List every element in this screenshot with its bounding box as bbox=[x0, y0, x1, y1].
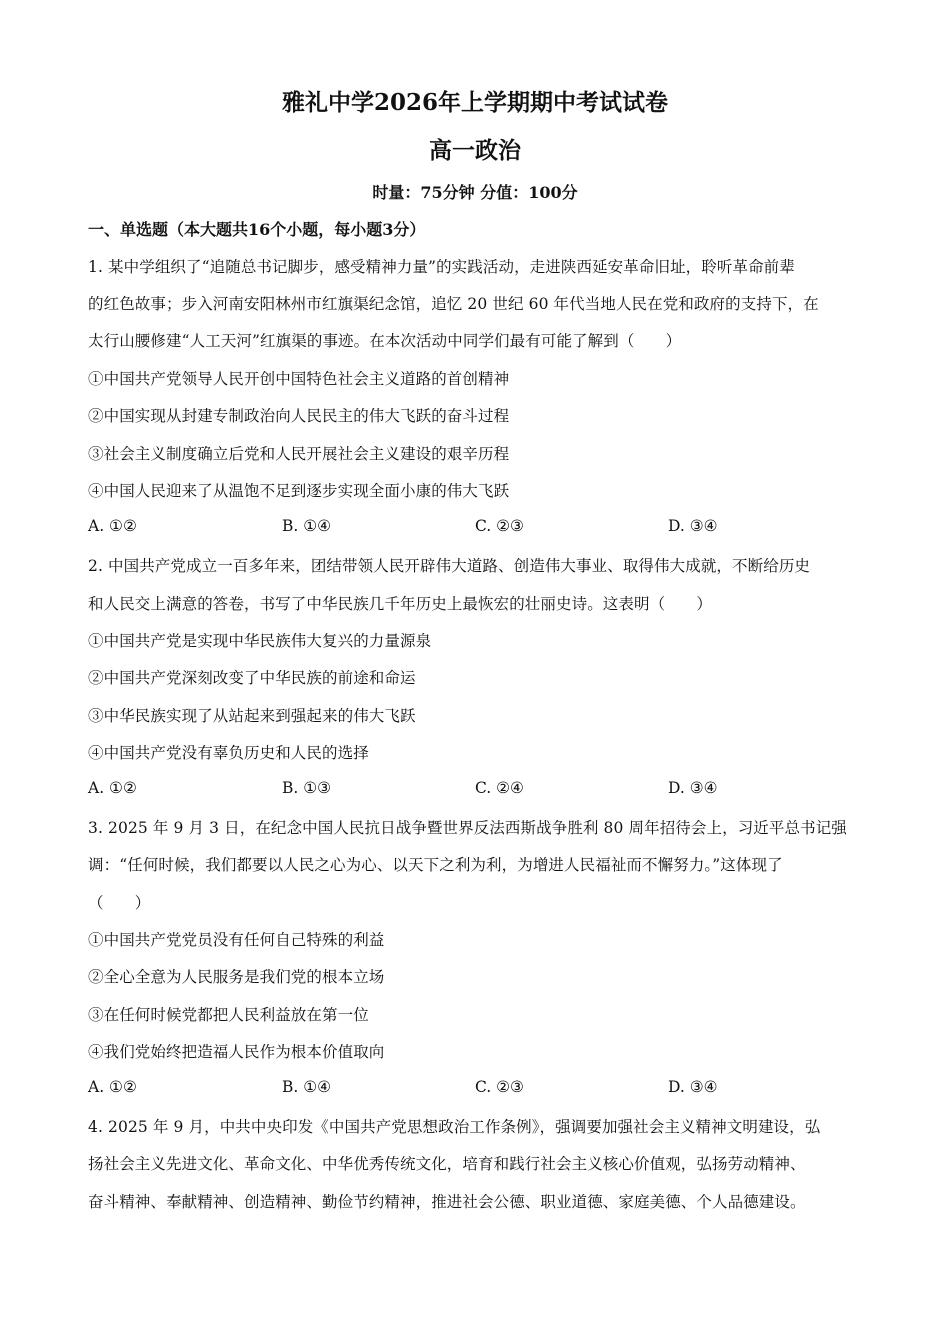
question-4-line-3: 奋斗精神、奉献精神、创造精神、勤俭节约精神，推进社会公德、职业道德、家庭美德、个人品德建设。 bbox=[88, 1193, 806, 1211]
question-4-line-2: 扬社会主义先进文化、革命文化、中华优秀传统文化，培育和践行社会主义核心价值观，弘扬劳动精神、 bbox=[88, 1155, 806, 1173]
question-2-line-2: 和人民交上满意的答卷，书写了中华民族几千年历史上最恢宏的壮丽史诗。这表明（ ） bbox=[88, 595, 713, 613]
question-2-option-c[interactable]: C. ②④ bbox=[475, 779, 524, 797]
question-1-option-a[interactable]: A. ①② bbox=[88, 517, 137, 535]
question-1-item-3: ③社会主义制度确立后党和人民开展社会主义建设的艰辛历程 bbox=[88, 445, 510, 463]
question-1-line-2: 的红色故事；步入河南安阳林州市红旗渠纪念馆，追忆 20 世纪 60 年代当地人民在党和政府的支持下，在 bbox=[88, 295, 819, 313]
subject-title: 高一政治 bbox=[429, 137, 521, 164]
question-2-item-1: ①中国共产党是实现中华民族伟大复兴的力量源泉 bbox=[88, 632, 432, 650]
question-2-line-1: 2. 中国共产党成立一百多年来，团结带领人民开辟伟大道路、创造伟大事业、取得伟大成就，不断给历史 bbox=[88, 557, 811, 575]
question-2-option-b[interactable]: B. ①③ bbox=[282, 779, 332, 797]
exam-title: 雅礼中学2026年上学期期中考试试卷 bbox=[281, 89, 668, 116]
question-1-option-d[interactable]: D. ③④ bbox=[668, 517, 718, 535]
question-1-line-1: 1. 某中学组织了“追随总书记脚步，感受精神力量”的实践活动，走进陕西延安革命旧址，聆听革命前辈 bbox=[88, 258, 795, 276]
question-3-option-d[interactable]: D. ③④ bbox=[668, 1078, 718, 1096]
question-2-item-4: ④中国共产党没有辜负历史和人民的选择 bbox=[88, 744, 369, 762]
question-2-item-2: ②中国共产党深刻改变了中华民族的前途和命运 bbox=[88, 669, 416, 687]
question-3-option-c[interactable]: C. ②③ bbox=[475, 1078, 524, 1096]
question-3-line-1: 3. 2025 年 9 月 3 日，在纪念中国人民抗日战争暨世界反法西斯战争胜利 80 周年招待会上，习近平总书记强 bbox=[88, 819, 847, 837]
question-1-option-b[interactable]: B. ①④ bbox=[282, 517, 332, 535]
question-2-option-d[interactable]: D. ③④ bbox=[668, 779, 718, 797]
question-3-item-1: ①中国共产党党员没有任何自己特殊的利益 bbox=[88, 931, 385, 949]
question-3-line-3: （ ） bbox=[88, 894, 151, 912]
question-3-option-a[interactable]: A. ①② bbox=[88, 1078, 137, 1096]
question-1-option-c[interactable]: C. ②③ bbox=[475, 517, 524, 535]
question-1-item-1: ①中国共产党领导人民开创中国特色社会主义道路的首创精神 bbox=[88, 370, 510, 388]
question-3-item-3: ③在任何时候党都把人民利益放在第一位 bbox=[88, 1006, 369, 1024]
question-2-option-a[interactable]: A. ①② bbox=[88, 779, 137, 797]
question-1-item-2: ②中国实现从封建专制政治向人民民主的伟大飞跃的奋斗过程 bbox=[88, 407, 510, 425]
question-3-item-4: ④我们党始终把造福人民作为根本价值取向 bbox=[88, 1043, 385, 1061]
question-3-line-2: 调：“任何时候，我们都要以人民之心为心、以天下之利为利，为增进人民福祉而不懈努力。”这体现了 bbox=[88, 856, 783, 874]
question-2-item-3: ③中华民族实现了从站起来到强起来的伟大飞跃 bbox=[88, 707, 416, 725]
question-1-item-4: ④中国人民迎来了从温饱不足到逐步实现全面小康的伟大飞跃 bbox=[88, 482, 510, 500]
section-heading: 一、单选题（本大题共16个小题，每小题3分） bbox=[88, 220, 426, 239]
question-1-line-3: 太行山腰修建“人工天河”红旗渠的事迹。在本次活动中同学们最有可能了解到（ ） bbox=[88, 332, 682, 350]
exam-meta: 时量：75分钟 分值：100分 bbox=[372, 183, 578, 202]
question-3-item-2: ②全心全意为人民服务是我们党的根本立场 bbox=[88, 968, 385, 986]
question-4-line-1: 4. 2025 年 9 月，中共中央印发《中国共产党思想政治工作条例》，强调要加强社会主义精神文明建设，弘 bbox=[88, 1118, 821, 1136]
question-3-option-b[interactable]: B. ①④ bbox=[282, 1078, 332, 1096]
